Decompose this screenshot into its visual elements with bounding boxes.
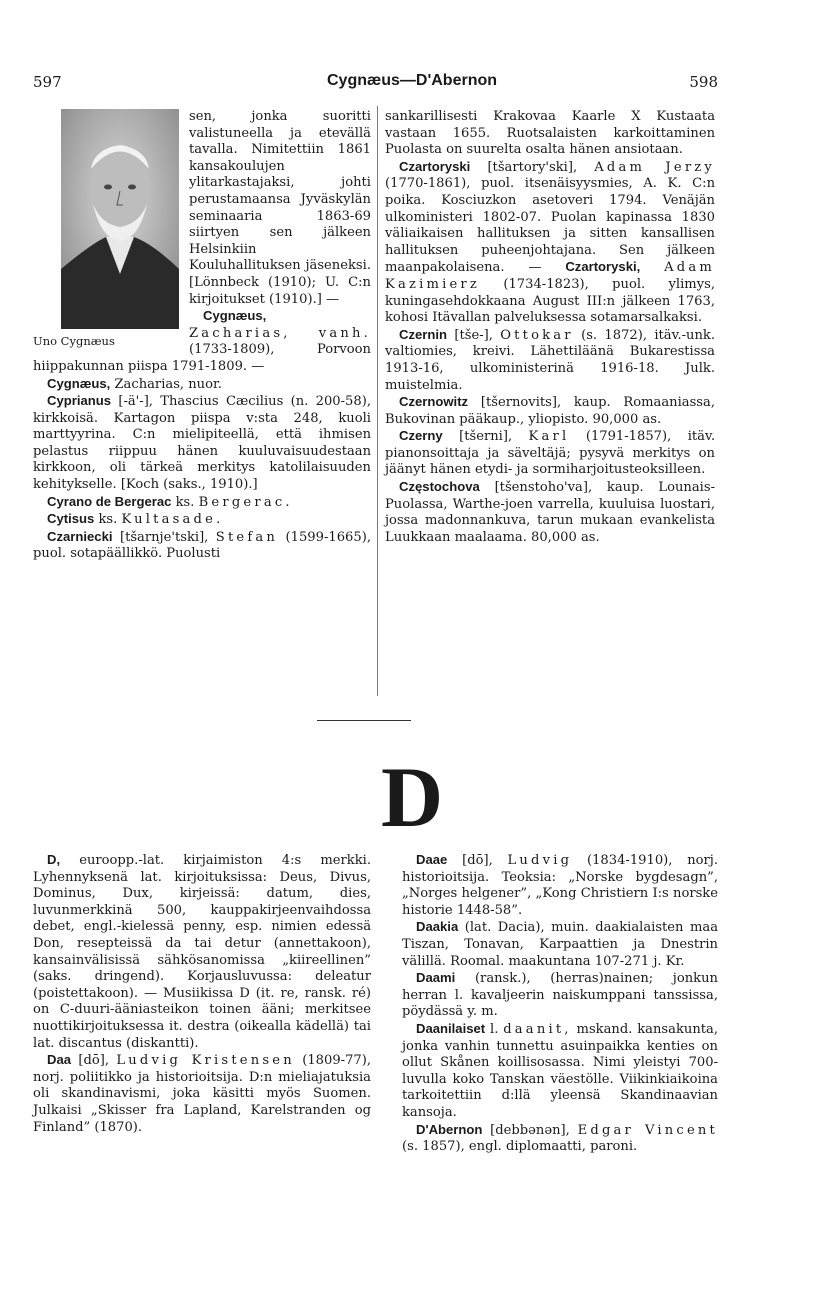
right-page-number: 598 [689,73,718,91]
entry-czerny: Czerny [tšerni], Karl (1791-1857), itäv. pianonsoittaja ja säveltäjä; pysyvä merkitys on jäänyt hänen etydi- ja sormiharjoitusteoksilleen. [385,428,715,478]
entry-dabernon: D'Abernon [debbənən], Edgar Vincent (s. 1857), engl. diplomaatti, paroni. [402,1121,718,1155]
column-right-bottom [402,852,718,1156]
portrait-photo-icon [61,109,179,329]
entry-daanilaiset: Daanilaiset l. daanit, mskand. kansakunta, jonka vanhin tunnettu asuinpaikka kenties on ollut Skånen koillisosassa. Nimi yleistyi 700-luvulla koko Tanskan väestölle. Viikinkiaikoina tarkoitettiin d:llä yleensä Skandinaavian kansoja. [402,1020,718,1120]
entry-czarniecki: Czarniecki [tšarnje'tski], Stefan (1599-1665), puol. sotapäällikkö. Puolusti [33,528,371,562]
entry-czernin: Czernin [tše-], Ottokar (s. 1872), itäv.-unk. valtiomies, kreivi. Lähettiläänä Bukarestissa 1913-16, ulkoministerinä 1916-18. Julk. muistelmia. [385,326,715,393]
entry-continuation: sankarillisesti Krakovaa Kaarle X Kustaata vastaan 1655. Ruotsalaisten karkoittaminen Puolasta on suurelta osalta hänen ansiotaan. [385,109,715,158]
entry-czernowitz: Czernowitz [tšernovits], kaup. Romaaniassa, Bukovinan pääkaup., yliopisto. 90,000 as. [385,394,715,427]
entry-cygnaeus-sr: Cygnæus, Zacharias, vanh. (1733-1809), Porvoon hiippakunnan piispa 1791-1809. — [33,308,371,374]
column-divider [377,106,378,696]
column-left-top [33,109,371,563]
entry-continuation: sen, jonka suoritti valistuneella ja etevällä tavalla. Nimitettiin 1861 kansakoulujen ylitarkastajaksi, johti perustamaansa Jyväskylän seminaaria 1863-69 siirtyen sen jälkeen Helsinkiin Kouluhallituksen jäseneksi. [Lönnbeck (1910); U. C:n kirjoitukset (1910).] — [189,109,371,307]
entry-d: D, euroopp.-lat. kirjaimiston 4:s merkki. Lyhennyksenä lat. kirjoituksissa: Deus, Divus, Dominus, Dux, kirjeissä: datum, dies, luvunmerkkinä 500, kauppakirjeenvaihdossa debet, engl.-kielessä penny, esp. nimien edessä Don, resepteissä da tai detur (annettakoon), kansainvälisissä sähkösanomissa „kiireellinen” (saks. dringend). Korjausluvussa: deleatur (poistettakoon). — Musiikissa D (it. re, ransk. ré) on C-duuri-ääniasteikon toinen ääni; merkitsee nuottikirjoituksessa it. destra (oikealla kädellä) tai lat. discantus (diskantti). [33,852,371,1051]
entry-daae: Daae [dō], Ludvig (1834-1910), norj. historioitsija. Teoksia: „Norske bygdesagn”, „Norges helgener”, „Kong Christiern I:s norske historie 1448-58”. [402,852,718,918]
entry-daakia: Daakia (lat. Dacia), muin. daakialaisten maa Tiszan, Tonavan, Karpaattien ja Dnestrin välillä. Roomal. maakuntana 107-271 j. Kr. [402,919,718,969]
section-letter: D [380,749,444,845]
entry-czestochova: Częstochova [tšenstoho'va], kaup. Lounais-Puolassa, Warthe-joen varrella, kuuluisa luostari, jossa madonnankuva, tarun mukaan evankelista Luukkaan maalaama. 80,000 as. [385,479,715,545]
entry-daami: Daami (ransk.), (herras)nainen; jonkun herran l. kavaljeerin naiskumppani tanssissa, pöydässä y. m. [402,970,718,1020]
running-title: Cygnæus—D'Abernon [326,72,498,89]
entry-cygnaeus-jr: Cygnæus, Zacharias, nuor. [47,375,222,392]
section-divider [317,720,411,721]
portrait-caption: Uno Cygnæus [33,334,115,348]
column-right-top [385,109,715,546]
entry-cyprianus: Cyprianus [-ä'-], Thascius Cæcilius (n. 200-58), kirkkoisä. Kartagon piispa v:sta 248, kuoli marttyyrina. C:n mielipiteellä, että ihmisen pelastus riippuu hänen kuuluvaisuudestaan kirkkoon, oli tärkeä merkitys katolilaisuuden kehitykselle. [Koch (saks., 1910).] [33,393,371,493]
left-page-number: 597 [33,73,62,91]
column-left-bottom [33,852,371,1136]
entry-cytisus: Cytisus ks. Kultasade. [47,511,224,528]
portrait-photo [33,109,183,349]
entry-czartoryski: Czartoryski [tšartory'ski], Adam Jerzy (1770-1861), puol. itsenäisyysmies, A. K. C:n poika. Kosciuzkon asetoveri 1794. Venäjän ulkoministeri 1802-07. Puolan kapinassa 1830 väliaikaisen hallituksen ja sitten kansallisen hallituksen puheenjohtajana. Sen jälkeen maanpakolaisena. — Czartoryski, Adam Kazimierz (1734-1823), puol. ylimys, kuningasehdokkaana August III:n jälkeen 1763, kohosi Itävallan palveluksessa sotamarsalkaksi. [385,158,716,326]
entry-daa: Daa [dō], Ludvig Kristensen (1809-77), norj. poliitikko ja historioitsija. D:n mieliajatuksia oli skandinavismi, joka käsitti myös Suomen. Julkaisi „Skisser fra Lapland, Karelstranden og Finland” (1870). [33,1052,371,1135]
entry-cyrano: Cyrano de Bergerac ks. Bergerac. [47,493,293,510]
